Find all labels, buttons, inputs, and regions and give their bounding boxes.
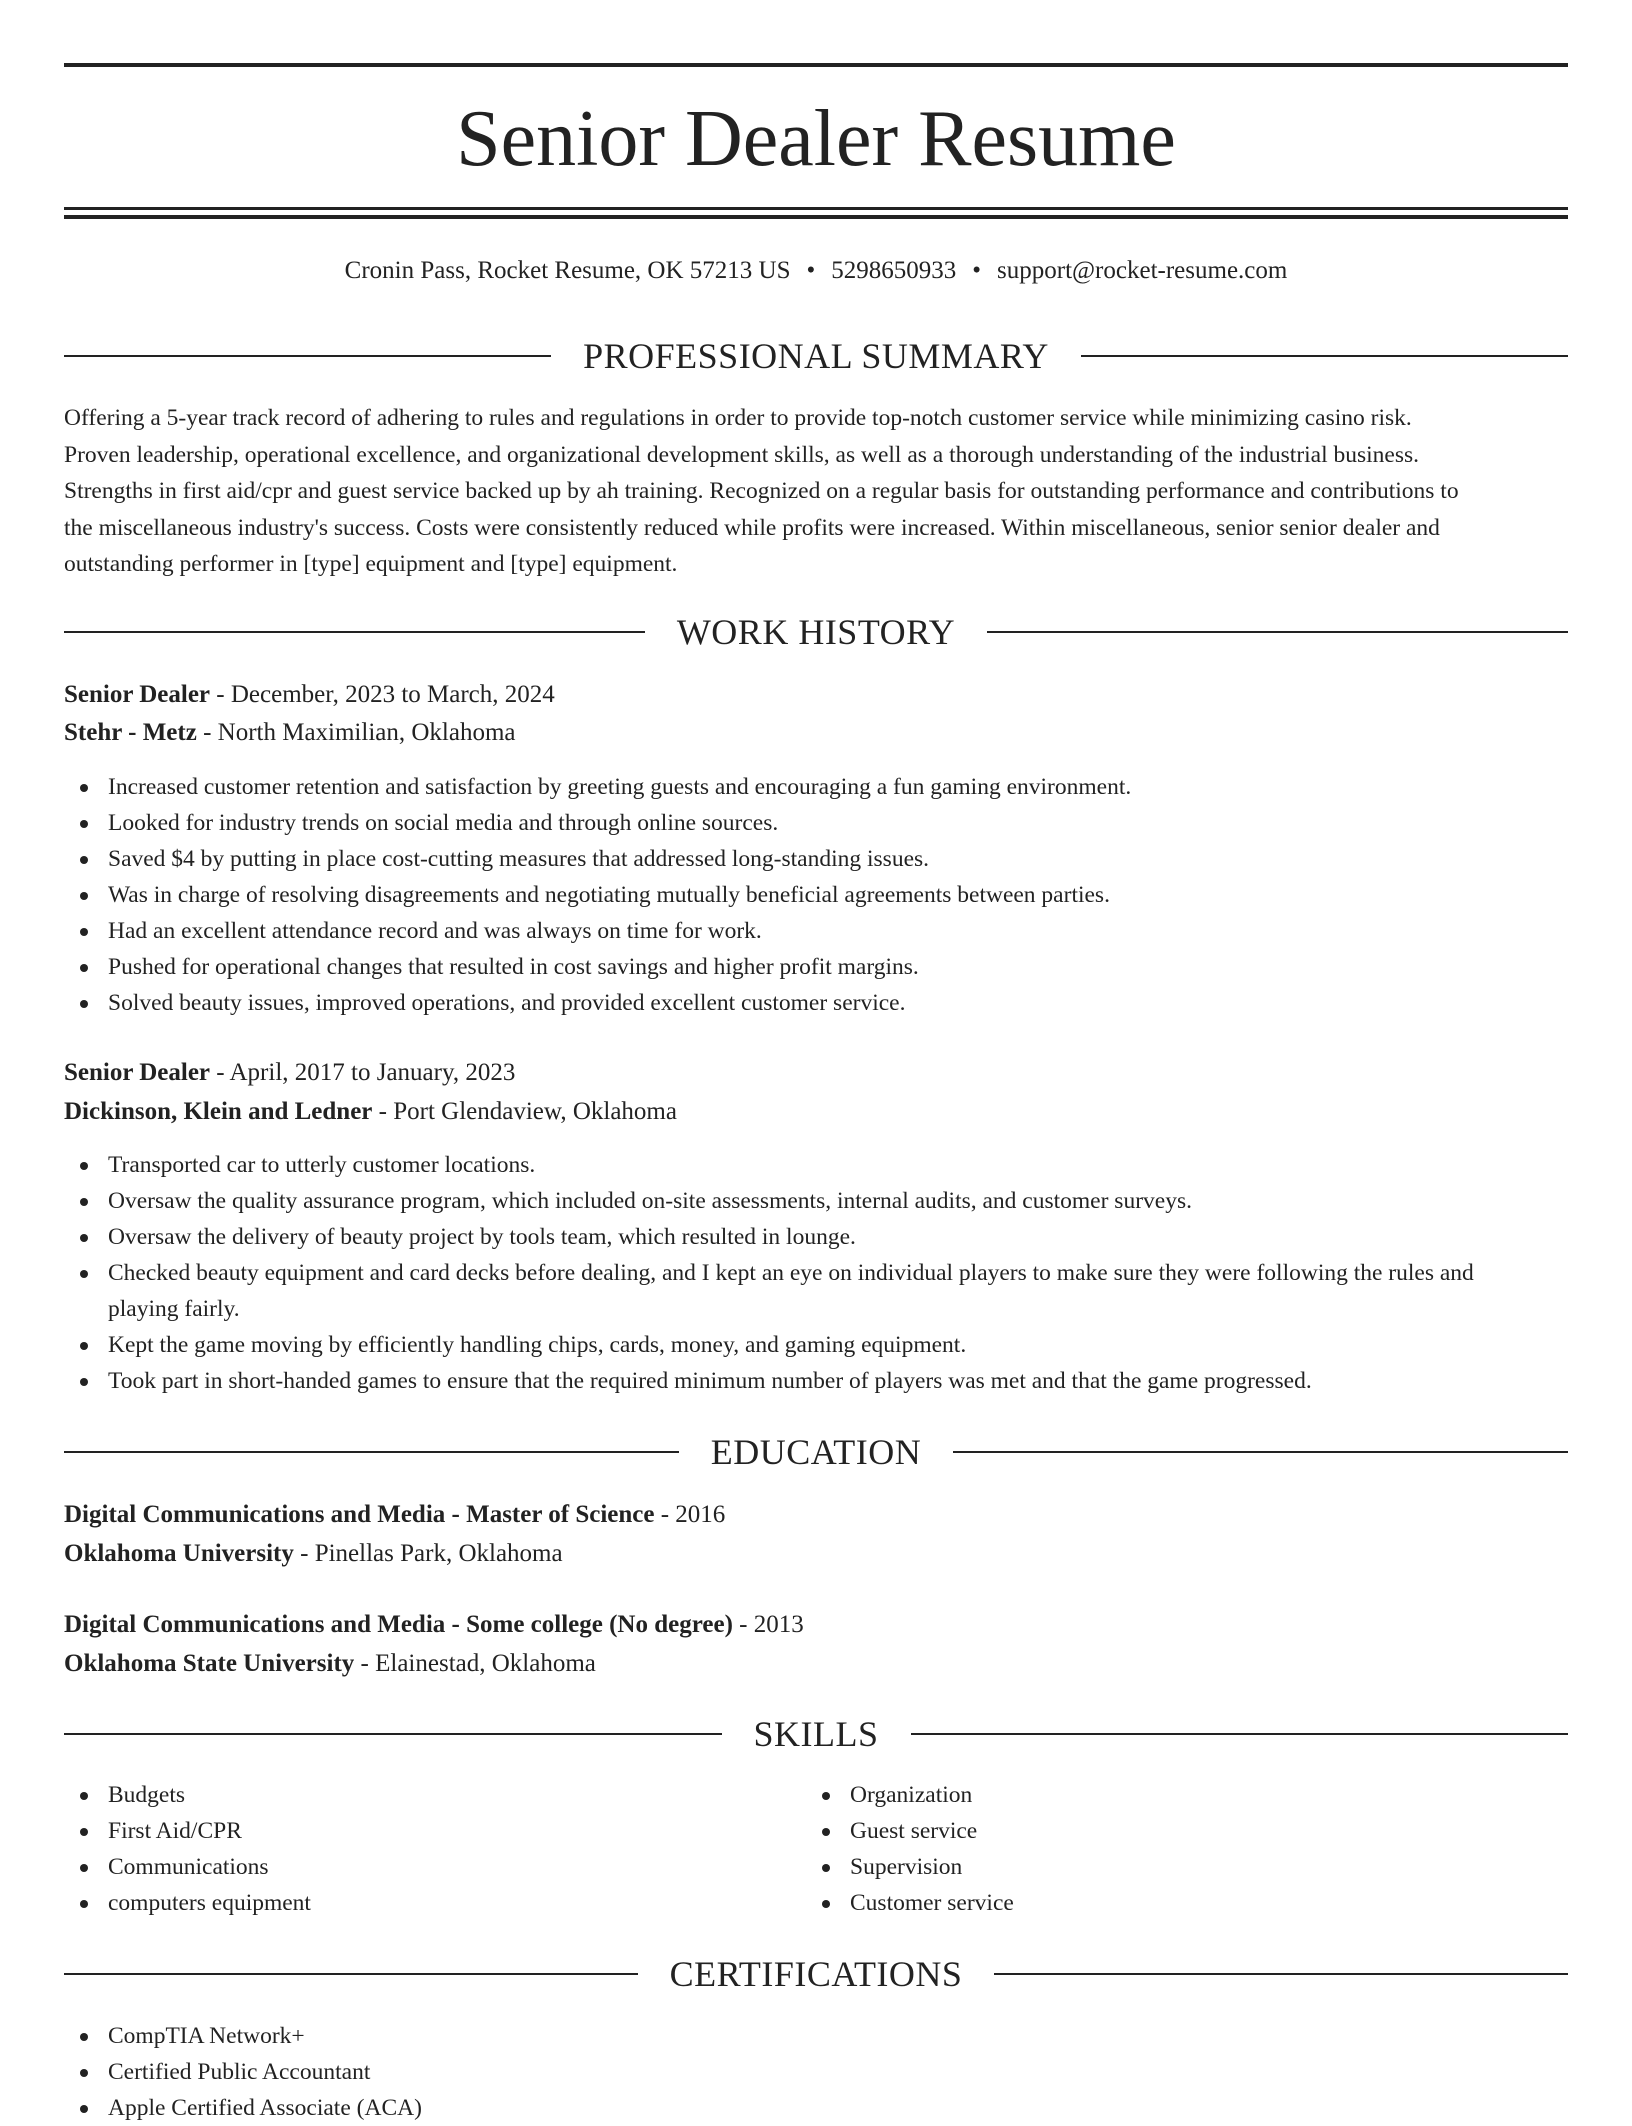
- section-rule: [64, 355, 551, 357]
- degree-year: - 2016: [654, 1501, 726, 1528]
- degree: Digital Communications and Media - Some college (No degree): [64, 1611, 733, 1638]
- list-item: Transported car to utterly customer locations.: [64, 1147, 1568, 1183]
- skills-list-right: [806, 1777, 1506, 1921]
- degree-year: - 2013: [732, 1611, 804, 1638]
- job-bullets: [64, 1147, 1568, 1399]
- job-company-line: [64, 715, 1568, 751]
- section-title: CERTIFICATIONS: [669, 1954, 963, 1994]
- top-rule: [64, 63, 1568, 67]
- summary-paragraph: [64, 400, 1568, 583]
- list-item: Oversaw the delivery of beauty project by tools team, which resulted in lounge.: [64, 1219, 1568, 1255]
- contact-separator: •: [972, 257, 982, 284]
- title-double-rule-upper: [64, 207, 1568, 210]
- school: Oklahoma State University: [64, 1650, 355, 1677]
- list-item: Saved $4 by putting in place cost-cutting measures that addressed long-standing issues.: [64, 841, 1568, 877]
- summary-line: Offering a 5-year track record of adhering to rules and regulations in order to provide top-notch customer service while minimizing casino risk.: [64, 405, 1412, 431]
- skill-item: Guest service: [806, 1813, 1506, 1849]
- summary-line: outstanding performer in [type] equipment and [type] equipment.: [64, 551, 678, 577]
- list-item: Oversaw the quality assurance program, which included on-site assessments, internal audits, and customer surveys.: [64, 1183, 1568, 1219]
- degree: Digital Communications and Media - Master of Science: [64, 1501, 655, 1528]
- list-item: Was in charge of resolving disagreements and negotiating mutually beneficial agreements between parties.: [64, 877, 1568, 913]
- job-title-line: [64, 677, 1568, 713]
- section-rule: [64, 631, 645, 633]
- school-line: [64, 1536, 1568, 1572]
- section-rule: [911, 1733, 1569, 1735]
- title-double-rule-lower: [64, 215, 1568, 219]
- list-item: Looked for industry trends on social media and through online sources.: [64, 805, 1568, 841]
- section-header-skills: [64, 1712, 1568, 1756]
- contact-email[interactable]: support@rocket-resume.com: [997, 257, 1288, 284]
- section-header-summary: [64, 334, 1568, 378]
- school-location: - Elainestad, Oklahoma: [354, 1650, 596, 1677]
- job-title-line: [64, 1055, 1568, 1091]
- contact-address: Cronin Pass, Rocket Resume, OK 57213 US: [344, 257, 791, 284]
- list-item: Pushed for operational changes that resulted in cost savings and higher profit margins.: [64, 949, 1568, 985]
- job-company: Dickinson, Klein and Ledner: [64, 1098, 373, 1125]
- contact-phone: 5298650933: [831, 257, 957, 284]
- section-rule: [953, 1451, 1568, 1453]
- certification-item: CompTIA Network+: [64, 2018, 1568, 2054]
- job-location: - Port Glendaview, Oklahoma: [372, 1098, 677, 1125]
- job-location: - North Maximilian, Oklahoma: [196, 719, 516, 746]
- job-company-line: [64, 1094, 1568, 1130]
- section-header-certifications: [64, 1952, 1568, 1996]
- skill-item: computers equipment: [64, 1885, 764, 1921]
- skill-item: Customer service: [806, 1885, 1506, 1921]
- certifications-list: [64, 2018, 1568, 2126]
- job-title: Senior Dealer: [64, 1059, 211, 1086]
- school-line: [64, 1646, 1568, 1682]
- certification-item: Apple Certified Associate (ACA): [64, 2090, 1568, 2126]
- list-item: Took part in short-handed games to ensure that the required minimum number of players was met and that the game progressed.: [64, 1363, 1568, 1399]
- skill-item: First Aid/CPR: [64, 1813, 764, 1849]
- school-location: - Pinellas Park, Oklahoma: [293, 1540, 563, 1567]
- section-title: WORK HISTORY: [676, 612, 956, 652]
- section-rule: [1081, 355, 1568, 357]
- school: Oklahoma University: [64, 1540, 294, 1567]
- job-dates: - December, 2023 to March, 2024: [210, 681, 555, 708]
- skill-item: Organization: [806, 1777, 1506, 1813]
- skill-item: Budgets: [64, 1777, 764, 1813]
- job-title: Senior Dealer: [64, 681, 211, 708]
- degree-line: [64, 1607, 1568, 1643]
- section-rule: [64, 1451, 679, 1453]
- certification-item: Certified Public Accountant: [64, 2054, 1568, 2090]
- list-item: Had an excellent attendance record and was always on time for work.: [64, 913, 1568, 949]
- section-rule: [987, 631, 1568, 633]
- section-header-work: [64, 610, 1568, 654]
- degree-line: [64, 1497, 1568, 1533]
- summary-line: Proven leadership, operational excellence, and organizational development skills, as well as a thorough understanding of the industrial business.: [64, 441, 1420, 468]
- skill-item: Supervision: [806, 1849, 1506, 1885]
- list-item: Checked beauty equipment and card decks before dealing, and I kept an eye on individual players to make sure they were following the rules and: [64, 1255, 1568, 1291]
- job-company: Stehr - Metz: [64, 719, 197, 746]
- summary-line: the miscellaneous industry's success. Costs were consistently reduced while profits were increased. Within miscellaneous, senior senior dealer and: [64, 514, 1440, 541]
- page-title: Senior Dealer Resume: [456, 95, 1176, 183]
- section-title: EDUCATION: [710, 1432, 922, 1472]
- section-rule: [994, 1973, 1568, 1975]
- skill-item: Communications: [64, 1849, 764, 1885]
- section-title: SKILLS: [753, 1714, 879, 1754]
- list-item: Kept the game moving by efficiently handling chips, cards, money, and gaming equipment.: [64, 1327, 1568, 1363]
- job-bullets: [64, 769, 1568, 1021]
- list-item: Increased customer retention and satisfaction by greeting guests and encouraging a fun gaming environment.: [64, 769, 1568, 805]
- list-item-continuation: playing fairly.: [108, 1296, 240, 1322]
- summary-line: Strengths in first aid/cpr and guest service backed up by ah training. Recognized on a regular basis for outstanding performance and contributions to: [64, 478, 1459, 504]
- skills-list-left: [64, 1777, 764, 1921]
- section-rule: [64, 1733, 722, 1735]
- contact-separator: •: [806, 257, 816, 284]
- list-item: Solved beauty issues, improved operations, and provided excellent customer service.: [64, 985, 1568, 1021]
- section-title: PROFESSIONAL SUMMARY: [583, 336, 1049, 376]
- job-dates: - April, 2017 to January, 2023: [210, 1059, 516, 1086]
- section-rule: [64, 1973, 638, 1975]
- contact-line: [64, 254, 1568, 288]
- section-header-education: [64, 1430, 1568, 1474]
